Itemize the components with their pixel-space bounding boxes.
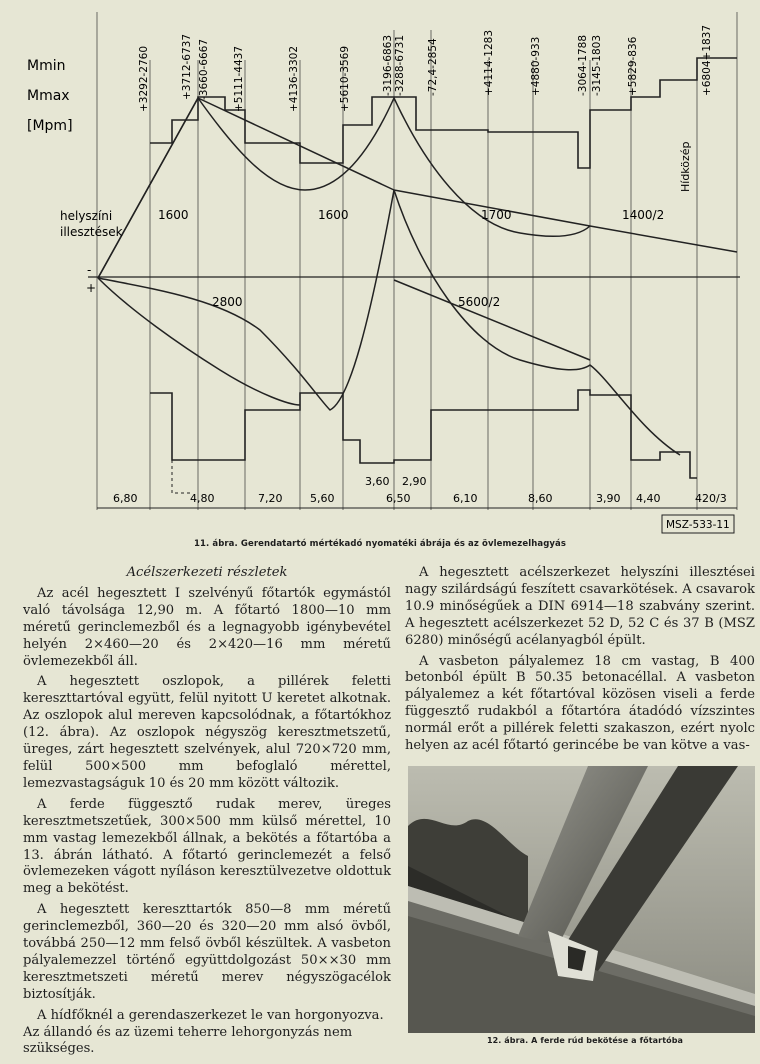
msz-label: MSZ-533-11 — [666, 519, 730, 531]
dimension-value: 4,80 — [190, 492, 215, 505]
dimension-value: 2,90 — [402, 475, 427, 488]
dimension-value: 8,60 — [528, 492, 553, 505]
top-label: -3196-6863 — [382, 34, 394, 96]
top-label: +4880-933 — [530, 36, 542, 96]
curve-value: 1600 — [318, 208, 349, 222]
curve-value: 2800 — [212, 295, 243, 309]
lower-moment-curve — [98, 190, 680, 455]
top-label: -3064-1788 — [577, 34, 589, 96]
top-label: +6804+1837 — [701, 24, 713, 96]
paragraph: A hegesztett oszlopok, a pillérek feletti kereszttartóval együtt, felül nyitott U keretet alkotnak. Az oszlopok alul mereven kapcsolódnak, a főtartókhoz (12. ábra). Az oszlopok négyszög keresztmetszetű, üreges, zárt hegesztett szelvények, alul 720×720 mm, felül 500×500 mm befoglaló mérettel, lemezvastagságuk 10 és 20 mm között változik. — [23, 674, 391, 791]
dimension-value: 5,60 — [310, 492, 335, 505]
paragraph: A hegesztett acélszerkezet helyszíni illesztései nagy szilárdságú feszített csavarkötések. A csavarok 10.9 minőségűek a DIN 6914—18 szabvány szerint. A hegesztett acélszerkezet 52 D, 52 C és 37 B (MSZ 6280) minőségű acélanyagból épült. — [405, 565, 755, 648]
sign-minus: - — [87, 263, 92, 277]
dimension-value: 6,10 — [453, 492, 478, 505]
lower-moment-curve-2 — [98, 278, 590, 405]
curve-value: 5600/2 — [458, 295, 501, 309]
top-label: +3712-6737 — [181, 33, 193, 100]
top-label: -3660-6667 — [198, 38, 210, 100]
top-label: +5610-3569 — [339, 45, 351, 112]
top-label: +4114-1283 — [483, 29, 495, 96]
top-label: -3145-1803 — [591, 34, 603, 96]
hidkozep-label: Hídközép — [679, 141, 692, 192]
upper-moment-curve-2 — [98, 98, 737, 278]
top-label: -3288-6731 — [394, 34, 406, 96]
dimension-value: 3,60 — [365, 475, 390, 488]
top-label: +3292-2760 — [138, 45, 150, 112]
figure-11-caption: 11. ábra. Gerendatartó mértékadó nyomatéki ábrája és az övlemezelhagyás — [193, 539, 567, 549]
curve-value: 1400/2 — [622, 208, 665, 222]
curve-value: 1600 — [158, 208, 189, 222]
curve-value: 1700 — [481, 208, 512, 222]
splice-label: helyszíni — [60, 209, 113, 223]
dashed-detail — [172, 460, 190, 493]
top-label: -72,4-2854 — [427, 38, 439, 96]
sign-plus: + — [86, 281, 97, 295]
splice-label: illesztések — [60, 225, 123, 239]
paragraph: A hegesztett kereszttartók 850—8 mm méretű gerinclemezből, 360—20 és 320—20 mm alsó övből, továbbá 250—12 mm felső övből készültek. A vasbeton pályalemezzel történő együttdolgozást 50××30 mm keresztmetszeti méretű merev négyszögacélok biztosítják. — [23, 902, 391, 1002]
dimension-value: 3,90 — [596, 492, 621, 505]
dimension-value: 7,20 — [258, 492, 283, 505]
axis-label-mmin: Mmin — [27, 58, 66, 74]
lower-envelope — [150, 390, 697, 478]
dimension-value: 6,50 — [386, 492, 411, 505]
dimension-value: 420/3 — [695, 492, 727, 505]
bottom-dimensions — [113, 475, 727, 505]
bridge-photo — [408, 766, 755, 1033]
left-column — [23, 565, 391, 1058]
paragraph: A vasbeton pályalemez 18 cm vastag, B 400 betonból épült B 50.35 betonacéllal. A vasbeton pályalemez a két főtartóval közösen viseli a ferde függesztő rudakból a főtartóra átadódó vízszintes normál erőt a pillérek feletti szakaszon, ezért nyolc helyen az acél főtartó gerincébe be van kötve a vas- — [405, 653, 755, 754]
top-label: +5111-4437 — [233, 45, 245, 112]
dimension-value: 4,40 — [636, 492, 661, 505]
subheading: Acélszerkezeti részletek — [126, 565, 288, 580]
right-column — [405, 565, 755, 755]
top-label: +5829-836 — [627, 36, 639, 96]
dimension-value: 6,80 — [113, 492, 138, 505]
axis-label-mmax: Mmax — [27, 88, 70, 104]
axis-label-unit: [Mpm] — [27, 118, 73, 134]
grid-lines — [97, 12, 737, 510]
figure-12-caption: 12. ábra. A ferde rúd bekötése a főtartóba — [486, 1036, 684, 1045]
paragraph: A ferde függesztő rudak merev, üreges keresztmetszetűek, 300×500 mm külső mérettel, 10 mm vastag lemezekből állnak, a bekötés a főtartóba a 13. ábrán látható. A főtartó gerinclemezét a felső övlemezeken vágott nyíláson keresztülvezetve oldottuk meg a bekötést. — [23, 796, 391, 897]
top-label: +4136-3302 — [288, 45, 300, 112]
paragraph: A hídfőknél a gerendaszerkezet le van horgonyozva. Az állandó és az üzemi teherre lehorgonyzás nem szükséges. — [23, 1007, 384, 1057]
paragraph: Az acél hegesztett I szelvényű főtartók egymástól való távolsága 12,90 m. A főtartó 1800—10 mm méretű gerinclemezből és a legnagyobb igénybevétel helyén 2×460—20 és 2×420—16 mm méretű övlemezekből áll. — [23, 585, 391, 669]
